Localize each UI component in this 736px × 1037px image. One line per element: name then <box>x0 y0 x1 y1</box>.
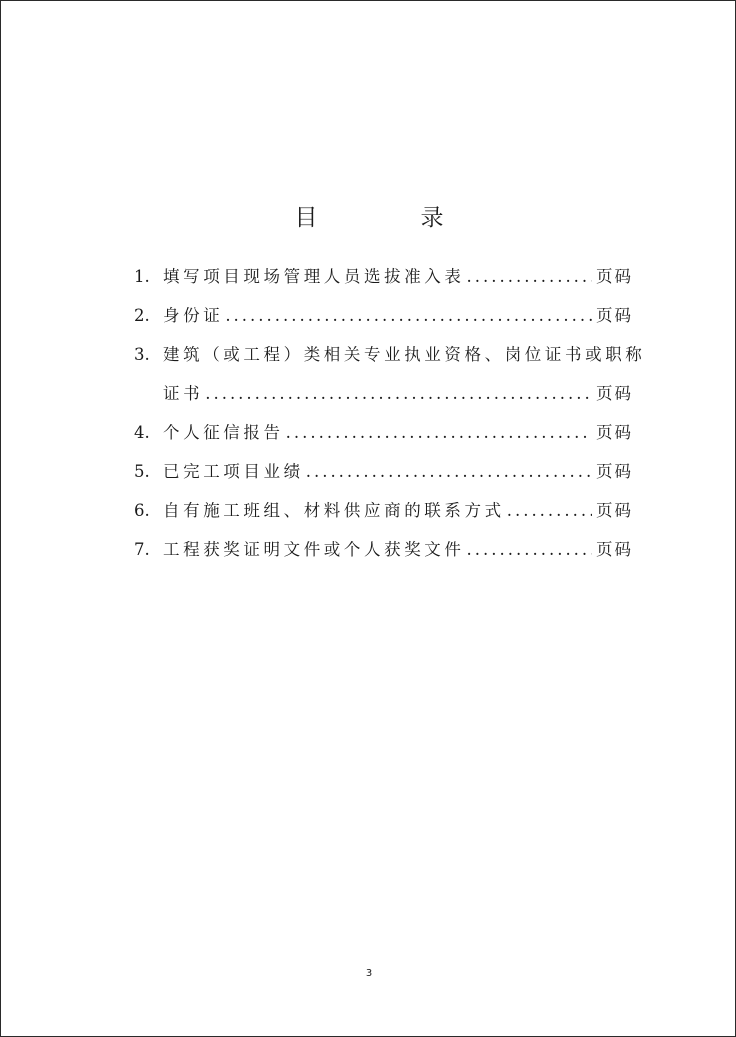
toc-entry-page: 页码 <box>596 306 633 325</box>
toc-entry-number: 1. <box>134 267 150 286</box>
toc-entry-3[interactable] <box>134 341 646 380</box>
toc-entry-number: 3. <box>134 345 150 364</box>
toc-entry-2[interactable] <box>134 302 633 341</box>
toc-entry-text: 工程获奖证明文件或个人获奖文件 <box>163 540 465 559</box>
dot-leader <box>467 263 593 291</box>
toc-entry-number: 7. <box>134 540 150 559</box>
toc-entry-page: 页码 <box>596 423 633 442</box>
toc-entry-text: 已完工项目业绩 <box>163 462 304 481</box>
toc-entry-6[interactable] <box>134 497 633 536</box>
toc-entry-5[interactable] <box>134 458 633 497</box>
toc-entry-text-line1: 建筑（或工程）类相关专业执业资格、岗位证书或职称 <box>163 345 646 364</box>
dot-leader <box>467 536 593 564</box>
toc-entry-number: 4. <box>134 423 150 442</box>
toc-entry-text: 填写项目现场管理人员选拔准入表 <box>163 267 465 286</box>
toc-entry-4[interactable] <box>134 419 633 458</box>
dot-leader <box>507 497 592 525</box>
toc-entry-page: 页码 <box>596 462 633 481</box>
toc-entry-number: 5. <box>134 462 150 481</box>
toc-entry-page: 页码 <box>596 540 633 559</box>
toc-entry-1[interactable] <box>134 263 633 302</box>
toc-entry-number: 2. <box>134 306 150 325</box>
dot-leader <box>205 380 592 408</box>
toc-entry-text: 自有施工班组、材料供应商的联系方式 <box>163 501 505 520</box>
dot-leader <box>225 302 592 330</box>
dot-leader <box>306 458 592 486</box>
toc-entry-page: 页码 <box>596 267 633 286</box>
toc-entry-7[interactable] <box>134 536 633 575</box>
toc-title: 目 录 <box>294 205 484 231</box>
toc-entry-page: 页码 <box>596 501 633 520</box>
page-number: 3 <box>365 968 373 979</box>
toc-entry-number: 6. <box>134 501 150 520</box>
table-of-contents <box>134 263 646 575</box>
dot-leader <box>286 419 592 447</box>
toc-entry-page: 页码 <box>596 384 633 403</box>
toc-entry-text: 证书 <box>163 384 204 403</box>
toc-entry-text: 身份证 <box>163 306 224 325</box>
toc-entry-3-continued[interactable] <box>134 380 633 419</box>
toc-entry-text: 个人征信报告 <box>163 423 284 442</box>
